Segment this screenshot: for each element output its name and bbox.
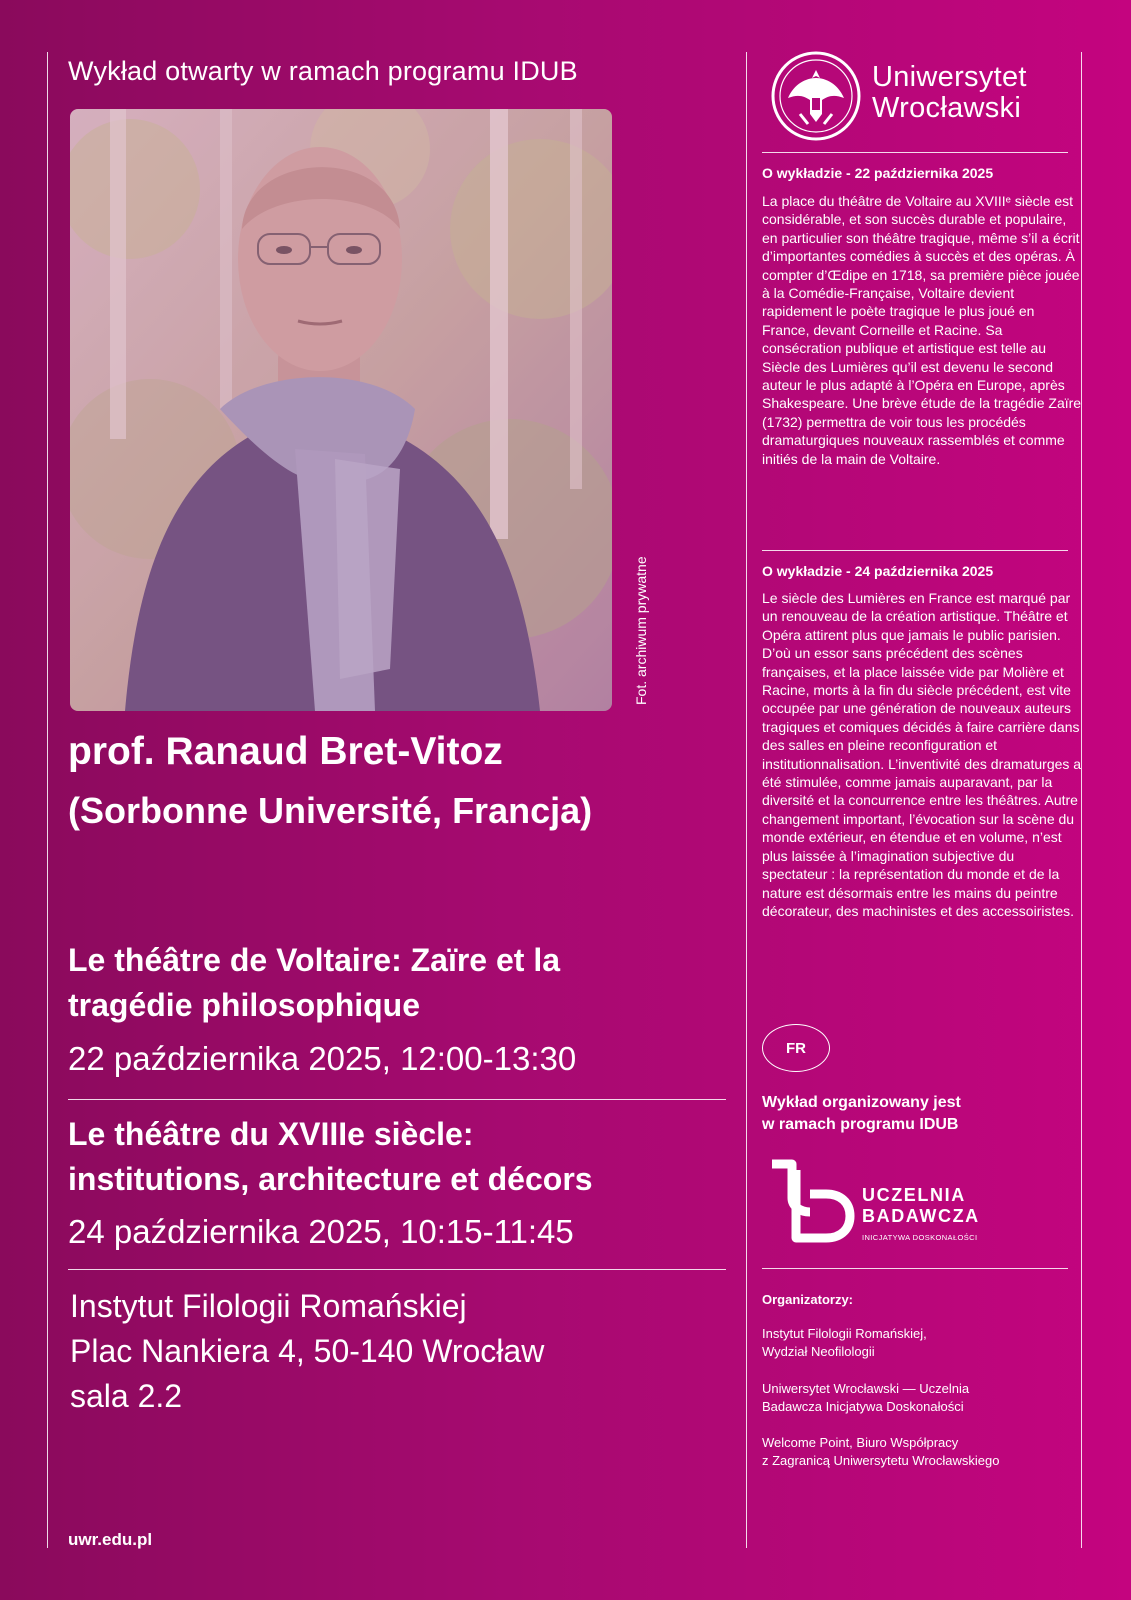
talk-2-title-line1: Le théâtre du XVIIIe siècle: [68,1116,474,1152]
about-divider-line [762,550,1068,551]
organizer-3-line2: z Zagranicą Uniwersytetu Wrocławskiego [762,1453,1000,1468]
venue-line2: Plac Nankiera 4, 50-140 Wrocław [70,1333,545,1369]
about-2-text: Le siècle des Lumières en France est marqué par un renouveau de la création artistique. Théâtre et Opéra attirent plus que jamais le public parisien. D’où un essor sans précédent des scènes françaises, et la place laissée vide par Molière et Racine, morts à la fin du siècle précédent, est vite occupée par une génération de nouveaux auteurs tragiques et comiques décidés à faire carrière dans des salles en pleine reconfiguration et institutionnalisation. L’inventivité des dramaturges a été stimulée, comme jamais auparavant, par la diversité et la concurrence entre les théâtres. Autre changement important, l’évocation sur la scène du monde extérieur, en étendue et en volume, n’est plus laissée à l’imagination subjective du spectateur : la représentation du monde et de la nature est désormais entre les mains du peintre décorateur, des machinistes et des accessoiristes. [762,590,1082,919]
organized-note-line1: Wykład organizowany jest [762,1094,961,1111]
organizer-1-line1: Instytut Filologii Romańskiej, [762,1326,927,1341]
idub-tagline: INICJATYWA DOSKONAŁOŚCI [862,1233,978,1242]
venue-divider-line [68,1269,726,1270]
university-name-line2: Wrocławski [872,92,1022,124]
speaker-affiliation: (Sorbonne Université, Francja) [68,790,593,831]
venue-line1: Instytut Filologii Romańskiej [70,1288,467,1324]
talk-2-datetime: 24 października 2025, 10:15-11:45 [68,1213,574,1250]
organizers-divider-line [762,1268,1068,1269]
organizer-item [762,1325,927,1361]
university-name-line1: Uniwersytet [872,61,1027,93]
about-2-heading: O wykładzie - 24 października 2025 [762,563,994,579]
photo-credit: Fot. archiwum prywatne [633,556,649,705]
talk-1-title-line2: tragédie philosophique [68,987,421,1023]
left-frame-line [47,52,48,1548]
organizers-label: Organizatorzy: [762,1292,854,1307]
idub-wordmark [862,1185,980,1227]
organizer-1-line2: Wydział Neofilologii [762,1344,875,1359]
idub-wordmark-line2: BADAWCZA [862,1206,980,1226]
university-name [872,62,1027,124]
organizer-3-line1: Welcome Point, Biuro Współpracy [762,1435,959,1450]
university-logo [770,50,1070,145]
talk-1-title [68,938,560,1028]
talk-2-title [68,1112,593,1202]
speaker-name: prof. Ranaud Bret-Vitoz [68,730,503,773]
event-kicker: Wykład otwarty w ramach programu IDUB [68,56,578,86]
talk-1-datetime: 22 października 2025, 12:00-13:30 [68,1040,577,1077]
idub-logo [766,1158,996,1248]
organizer-2-line1: Uniwersytet Wrocławski — Uczelnia [762,1381,970,1396]
university-seal-icon [770,50,862,142]
idub-wordmark-line1: UCZELNIA [862,1185,966,1205]
organized-note-line2: w ramach programu IDUB [762,1116,959,1133]
about-1-text: La place du théâtre de Voltaire au XVIIIᵉ siècle est considérable, et son succès durable et populaire, en particulier son théâtre tragique, même s’il a écrit d’importantes comédies à succès et des opéras. À compter d’Œdipe en 1718, sa première pièce jouée à la Comédie-Française, Voltaire devient rapidement le poète tragique le plus joué en France, devant Corneille et Racine. Sa consécration publique et artistique est telle au Siècle des Lumières qu’il est devenu le second auteur le plus adapté à l’Opéra en Europe, après Shakespeare. Une brève étude de la tragédie Zaïre (1732) permettra de voir tous les procédés dramaturgiques nouveaux rassemblés et comme initiés de la main de Voltaire. [762,193,1082,467]
organized-note [762,1092,961,1136]
organizer-2-line2: Badawcza Inicjatywa Doskonałości [762,1399,964,1414]
organizer-item [762,1434,999,1470]
venue-line3: sala 2.2 [70,1378,183,1414]
venue-address [70,1284,544,1419]
column-divider-line [746,52,747,1548]
idub-mark-icon [766,1158,856,1248]
organizer-item [762,1380,969,1416]
talk-1-title-line1: Le théâtre de Voltaire: Zaïre et la [68,942,561,978]
about-1-heading: O wykładzie - 22 października 2025 [762,165,994,181]
talk-2-title-line2: institutions, architecture et décors [68,1161,593,1197]
website-link[interactable]: uwr.edu.pl [68,1530,153,1549]
speaker-photo [70,109,612,711]
logo-divider-line [762,152,1068,153]
language-badge: FR [762,1024,830,1072]
talk-divider-line [68,1099,726,1100]
